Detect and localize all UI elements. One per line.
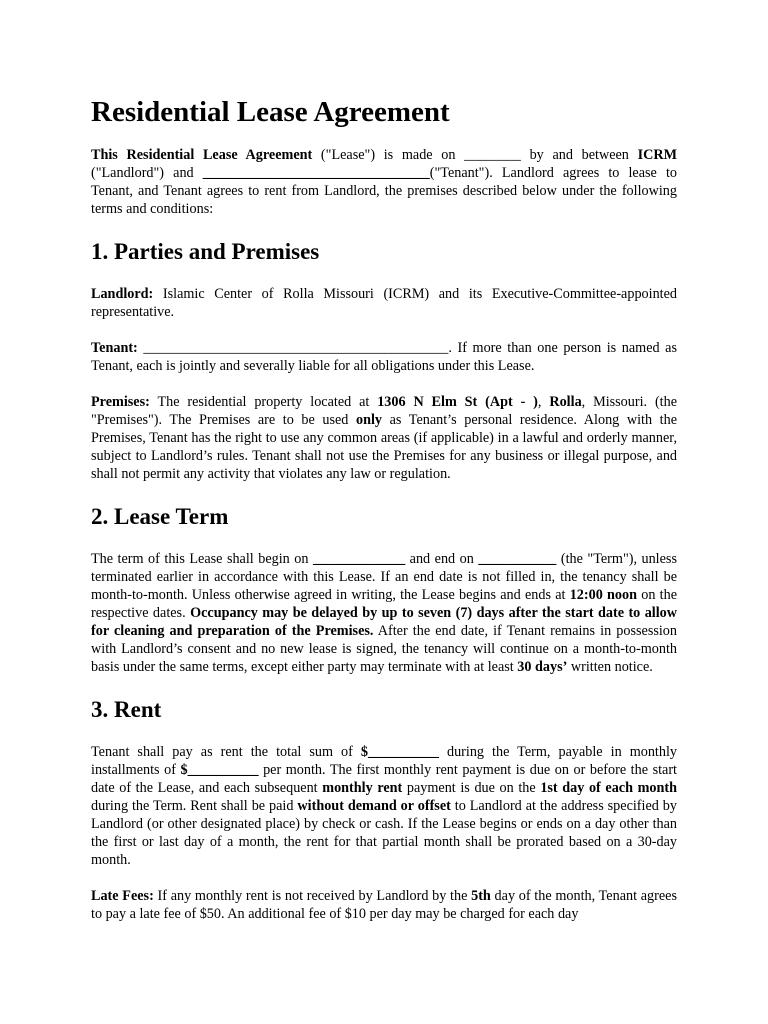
intro-paragraph: [91, 146, 677, 218]
premises-paragraph: [91, 393, 677, 483]
rent-text-5: during the Term. Rent shall be paid: [91, 798, 298, 814]
rent-due-day: 1st day of each month: [540, 780, 678, 796]
term-noon: 12:00 noon: [569, 587, 637, 603]
premises-text-1: The residential property located at: [149, 394, 378, 410]
lease-term-paragraph: [91, 550, 677, 676]
rent-text-1: Tenant shall pay as rent the total sum of: [91, 744, 361, 760]
term-notice-days: 30 days’: [517, 659, 568, 675]
rent-text-2: during the Term, payable in monthly installments of: [91, 744, 677, 778]
late-text-2: day of the month, Tenant agrees to pay a late fee of $50. An additional fee of $10 per day may be charged for each day: [91, 888, 677, 922]
term-text-1: The term of this Lease shall begin on: [91, 551, 313, 567]
term-end-blank: ___________: [478, 551, 557, 567]
intro-bold-landlord: ICRM: [637, 147, 677, 163]
premises-address: 1306 N Elm St (Apt - ): [377, 394, 538, 410]
intro-text-2: ("Landlord") and: [91, 165, 203, 181]
rent-paragraph: [91, 743, 677, 869]
rent-text-6: to Landlord at the address specified by Landlord (or other designated place) by check or cash. If the Lease begins or ends on a day other than the first or last day of a month, the rent for that partial month shall be prorated based on a 30-day month.: [91, 798, 677, 868]
section-heading-rent: 3. Rent: [91, 697, 162, 722]
term-text-2: and end on: [405, 551, 479, 567]
intro-bold-1: This Residential Lease Agreement: [91, 147, 313, 163]
intro-text-1: ("Lease") is made on ________ by and between: [312, 147, 638, 163]
premises-label: Premises:: [91, 394, 150, 410]
term-text-5: After the end date, if Tenant remains in possession with Landlord’s consent and no new lease is signed, the tenancy will continue on a month-to-month basis under the same terms, except either party may terminate with at least: [91, 623, 677, 675]
late-fees-label: Late Fees:: [91, 888, 154, 904]
tenant-paragraph: [91, 339, 677, 375]
late-fees-paragraph: [91, 887, 677, 923]
premises-text-4: as Tenant’s personal residence. Along with the Premises, Tenant has the right to use any common areas (if applicable) in a lawful and orderly manner, subject to Landlord’s rules. Tenant shall not use the Premises for any business or illegal purpose, and shall not permit any activity that violates any law or regulation.: [91, 412, 677, 482]
landlord-paragraph: [91, 285, 677, 321]
landlord-text: Islamic Center of Rolla Missouri (ICRM) and its Executive-Committee-appointed representative.: [91, 286, 677, 320]
rent-text-3: per month. The first monthly rent payment is due on or before the start date of the Lease, and each subsequent: [91, 762, 677, 796]
rent-monthly-rent: monthly rent: [322, 780, 403, 796]
rent-without-demand: without demand or offset: [297, 798, 451, 814]
premises-text-2: ,: [537, 394, 550, 410]
tenant-text: ___________________________________________. If more than one person is named as Tenant, each is jointly and severally liable for all obligations under this Lease.: [91, 340, 677, 374]
term-text-4: on the respective dates.: [91, 587, 677, 621]
premises-only: only: [356, 412, 383, 428]
section-heading-parties: 1. Parties and Premises: [91, 239, 320, 264]
rent-text-4: payment is due on the: [402, 780, 541, 796]
late-due-day: 5th: [471, 888, 491, 904]
term-text-6: written notice.: [567, 659, 653, 675]
rent-monthly-blank: $__________: [180, 762, 259, 778]
term-text-3: (the "Term"), unless terminated earlier in accordance with this Lease. If an end date is not filled in, the tenancy shall be month-to-month. Unless otherwise agreed in writing, the Lease begins and ends at: [91, 551, 677, 603]
intro-tenant-blank: ________________________________: [202, 165, 430, 181]
premises-city: Rolla: [549, 394, 582, 410]
term-occupancy-delay: Occupancy may be delayed by up to seven (7) days after the start date to allow for cleaning and preparation of the Premises.: [91, 605, 678, 639]
section-heading-lease-term: 2. Lease Term: [91, 504, 229, 529]
intro-text-3: ("Tenant"). Landlord agrees to lease to Tenant, and Tenant agrees to rent from Landlord, the premises described below under the following terms and conditions:: [91, 165, 677, 217]
document-title: Residential Lease Agreement: [91, 96, 450, 128]
premises-text-3: , Missouri. (the "Premises"). The Premises are to be used: [91, 394, 678, 428]
late-text-1: If any monthly rent is not received by Landlord by the: [153, 888, 472, 904]
tenant-label: Tenant:: [91, 340, 138, 356]
term-start-blank: _____________: [312, 551, 406, 567]
landlord-label: Landlord:: [91, 286, 154, 302]
rent-total-blank: $__________: [360, 744, 439, 760]
